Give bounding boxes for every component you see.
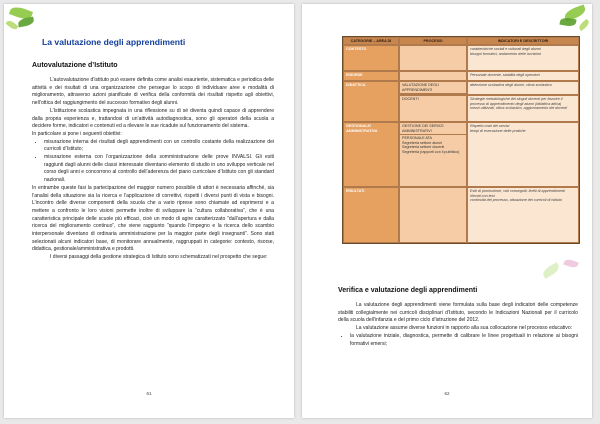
left-page [4, 4, 294, 418]
paragraph: In entrambe queste fasi la partecipazione del maggior numero possibile di attori è necessaria affinché, sia l’analisi della situazione sia la ricerca e l’applicazione di correttivi, rispetti i diversi punti di vista e bisogni. L’incontro delle diverse componenti della scuola che a vario riprese sono chiamate ad esprimersi e a mettere a confronto le loro visioni permette inoltre di sviluppare la “cultura collaborativa”, che è una caratteristica principale delle scuole più efficaci, cioè un modo di agire caratterizzato “dall’apertura e dalla ricerca del miglioramento continuo”, che viene raggiunto “quando l’impegno e la ricerca dello scambio interpersonale diventano di ordinaria amministrazione per la maggior parte degli insegnanti”. Sono stati selezionati alcuni indicatori base, di monitorare annualmente, raggruppati in categorie: contesto, risorse, didattica, gestionale/amministrativa e prodotti. [32, 184, 274, 253]
process-label: GESTIONE DEI SERVIZI AMMINISTRATIVI [400, 123, 466, 135]
right-page [302, 4, 592, 418]
page-title: La valutazione degli apprendimenti [42, 37, 186, 47]
process-label: VALUTAZIONE DEGLI APPRENDIMENTI [400, 82, 466, 94]
table-cell-indicators: Personale docente, stabilità degli operatori [467, 71, 579, 81]
page-number: 62 [444, 391, 450, 396]
table-cell-process [399, 45, 467, 71]
table-cell-indicators: attenzione scolastica degli alunni, clima scolastico [467, 81, 579, 95]
list-item: • la valutazione iniziale, diagnostica, permette di calibrare le linee progettuali in relazione ai bisogni formativi emersi; [350, 333, 578, 348]
table-cell-process [399, 187, 467, 243]
strategy-table [342, 36, 580, 244]
table-cell-indicators: Esiti di promozione, voti conseguiti, livelli di apprendimenti rilevati con test continuità del processo, attuazione dei curricoli di istituto [467, 187, 579, 243]
section-heading: Verifica e valutazione degli apprendimenti [338, 287, 478, 294]
leaf-decoration [541, 262, 561, 279]
paragraph: La valutazione assume diverse funzioni in rapporto alla sua collocazione nel processo educativo: [356, 325, 573, 332]
paragraph: La valutazione degli apprendimenti viene formulata sulla base degli indicatori delle competenze stabiliti collegialmente nei curricoli disciplinari d’Istituto, secondo le Indicazioni Nazionali per il curricolo della scuola dell’infanzia e del primo ciclo d’istruzione del 2012. [338, 302, 578, 324]
leaf-decoration [17, 17, 34, 28]
table-cell-indicators: Rispetto orari dei servizi tempi di esecuzione delle pratiche [467, 122, 579, 187]
table-header: PROCESSI [399, 37, 467, 45]
leaf-decoration [563, 258, 579, 269]
bullet-list [32, 139, 274, 185]
table-cell-category: DIDATTICA [343, 81, 399, 122]
table-header: INDICATORI E DESCRITTORI [467, 37, 579, 45]
table-cell-process [399, 71, 467, 81]
table-cell-process [399, 122, 467, 187]
paragraph: L’autovalutazione d’istituto può essere definita come analisi esauriente, sistematica e periodica delle attività e dei risultati di una organizzazione che persegue lo scopo di individuare aree e modalità di miglioramento, attraverso azioni pianificate di verifica della conformità dei risultati rispetto agli obiettivi, nell’ottica del raggiungimento del successo formativo degli alunni. [32, 77, 274, 107]
table-cell-process [399, 81, 467, 95]
list-item: • misurazione esterna con l’organizzazione della somministrazione delle prove INVALSI. Gli esiti raggiunti dagli alunni delle classi interessate diventano elemento di studio in uno sviluppo verticale nel corso degli anni e concorrono al controllo dell’aderenza del piano curricolare d’Istituto con gli standard nazionali. [44, 154, 274, 185]
process-sub-label: PERSONALE ATA Segreteria settore alunni Segreteria settore docenti Segreteria (rapporti con il pubblico) [402, 136, 460, 154]
section-heading: Autovalutazione d’Istituto [32, 62, 118, 69]
leaf-decoration [577, 19, 590, 31]
table-header: CATEGORIE – AREA DI [343, 37, 399, 45]
table-cell-category: GESTIONALE/ AMMINISTRATIVA [343, 122, 399, 187]
page-number: 61 [146, 391, 152, 396]
bullet-list [338, 333, 578, 348]
body-text [338, 302, 578, 348]
table-cell-category: RISORSE [343, 71, 399, 81]
table-cell-indicators: caratteristiche sociali e culturali degli alunni bisogni formativi, andamento delle iscrizioni [467, 45, 579, 71]
paragraph: In particolare si pone i seguenti obiettivi: [32, 130, 122, 137]
list-item: • misurazione interna dei risultati degli apprendimenti con un controllo costante della realizzazione dei curricoli d’Istituto; [44, 139, 274, 154]
body-text [32, 77, 274, 262]
leaf-decoration [559, 17, 576, 28]
table-cell-category: CONTESTO [343, 45, 399, 71]
paragraph: L’Istituzione scolastica impegnata in una riflessione su di sé diventa quindi capace di apprendere dalla propria esperienza e, trattandosi di un’attività autodiagnostica, sono gli operatori della scuola a decidere forme, indicatori e contenuti ed a rilevare le sue ricadute sul funzionamento del sistema. [32, 107, 274, 130]
leaf-decoration [5, 19, 18, 31]
paragraph: I diversi passaggi della gestione strategica di Istituto sono schematizzati nel prospetto che segue: [50, 254, 268, 261]
table-cell-indicators: Strategie metodologiche dei singoli docenti per favorire il processo di apprendimento degli alunni (didattica attiva) mezzi utilizzati, clima scolastico, aggiornamento dei docenti [467, 95, 579, 122]
table-cell-process: DOCENTI [399, 95, 467, 122]
table-cell-category: RISULTATI [343, 187, 399, 243]
